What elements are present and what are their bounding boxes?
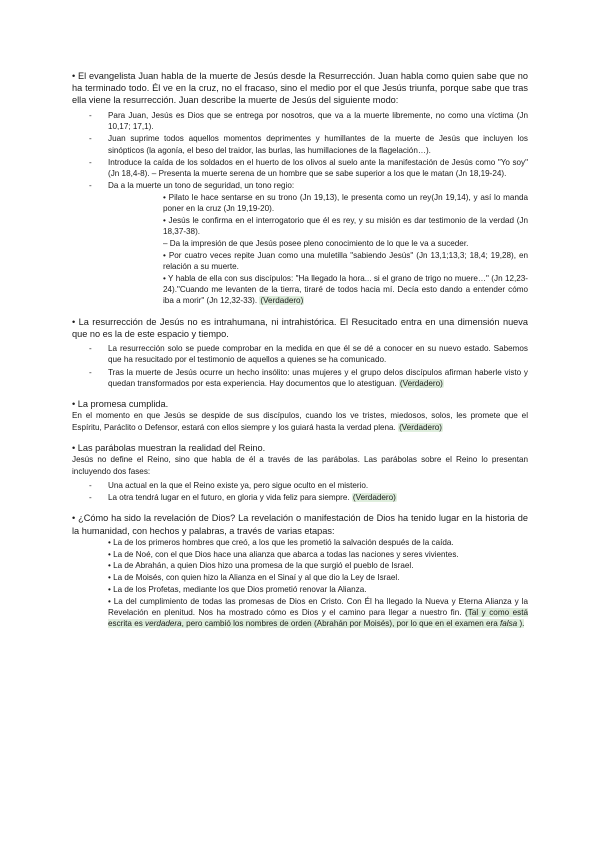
dash-list [72, 110, 528, 307]
list-item: - Una actual en la que el Reino existe ya, pero sigue oculto en el misterio. [108, 480, 528, 491]
sub-list [108, 192, 528, 307]
list-item [108, 492, 528, 503]
section-parables [72, 442, 528, 503]
dash-list [72, 343, 528, 389]
list-item: - La resurrección solo se puede comprobar en la medida en que él se dé a conocer en su nuevo estado. Sabemos que ha resucitado por el testimonio de aquellos a quienes se ha comunicado. [108, 343, 528, 366]
note-text: , pero cambió los nombres de orden (Abrahán por Moisés), por lo que en el examen era [181, 619, 501, 629]
list-item: - Introduce la caída de los soldados en el huerto de los olivos al suelo ante la manifestación de Jesús como "Yo soy" (Jn 18,4-8). – Presenta la muerte serena de un hombre que se sabe superior a los que le matan (Jn 18,19-24). [108, 157, 528, 180]
list-item-text: Da a la muerte un tono de seguridad, un tono regio: [108, 181, 295, 191]
sub-list-item [108, 596, 528, 630]
answer-tag: (Verdadero) [352, 493, 396, 503]
sub-list-item: • La de los Profetas, mediante los que Dios prometió renovar la Alianza. [108, 585, 367, 595]
list-item: - Para Juan, Jesús es Dios que se entrega por nosotros, que va a la muerte libremente, no como una víctima (Jn 10,17; 17,1). [108, 110, 528, 133]
section-resurrection [72, 316, 528, 390]
section-intro: • La resurrección de Jesús no es intrahumana, ni intrahistórica. El Resucitado entra en una dimensión nueva que no es la de este espacio y tiempo. [72, 316, 528, 339]
section-title: • Las parábolas muestran la realidad del Reino. [72, 443, 266, 454]
section-body: Jesús no define el Reino, sino que habla de él a través de las parábolas. Las parábolas sobre el Reino lo presentan incluyendo dos fases: [72, 455, 528, 476]
sub-list-item-text: • Y habla de ella con sus discípulos: "Ha llegado la hora... si el grano de trigo no muere…" (Jn 12,23-24)."Cuando me levanten de la tierra, tiraré de todos hacia mí. Decía esto dando a entender cómo iba a morir" (Jn 12,32-33). [163, 273, 528, 306]
list-item [108, 367, 528, 390]
sub-list-item [163, 273, 528, 307]
sub-list-item: • La de Noé, con el que Dios hace una alianza que abarca a todas las naciones y seres vivientes. [108, 549, 459, 559]
document-page [72, 70, 528, 639]
note-text: ). [517, 619, 525, 629]
section-intro: • El evangelista Juan habla de la muerte de Jesús desde la Resurrección. Juan habla como quien sabe que no ha terminado todo. Él ve en la cruz, no el fracaso, sino el medio por el que Jesús triunfa, porque sabe que tras ella viene la resurrección. Juan describe la muerte de Jesús del siguiente modo: [72, 71, 528, 106]
note-emphasis: verdadera [145, 619, 182, 629]
sub-list-item: • La de los primeros hombres que creó, a los que les prometió la salvación después de la caída. [108, 537, 454, 547]
answer-tag: (Verdadero) [399, 422, 442, 432]
section-death-of-jesus [72, 70, 528, 307]
sub-list-item: • Por cuatro veces repite Juan como una muletilla "sabiendo Jesús" (Jn 13,1;13,3; 18,4; 19,28), en relación a su muerte. [163, 250, 528, 271]
answer-tag: (Verdadero) [260, 296, 304, 306]
list-item: - Juan suprime todos aquellos momentos deprimentes y humillantes de la muerte de Jesús que incluyen los sinópticos (la agonía, el beso del traidor, las burlas, las humillaciones de la flagelación…). [108, 133, 528, 156]
list-item [108, 180, 528, 306]
sub-list-item: – Da la impresión de que Jesús posee pleno conocimiento de lo que le va a suceder. [163, 238, 469, 248]
answer-tag: (Verdadero) [399, 378, 443, 388]
section-body-text: En el momento en que Jesús se despide de sus discípulos, cuando los ve tristes, miedosos, solos, les promete que el Espíritu, Paráclito o Defensor, estará con ellos siempre y los guiará hasta la verdad plena. [72, 411, 528, 432]
dash-list [72, 480, 528, 504]
section-body [72, 410, 528, 433]
section-revelation [72, 512, 528, 629]
section-intro: • ¿Cómo ha sido la revelación de Dios? La revelación o manifestación de Dios ha tenido lugar en la historia de la humanidad, con hechos y palabras, a través de varias etapas: [72, 513, 528, 536]
list-item-text: La otra tendrá lugar en el futuro, en gloria y vida feliz para siempre. [108, 493, 350, 503]
sub-list-item: • La de Abrahán, a quien Dios hizo una promesa de la que surgió el pueblo de Israel. [108, 561, 414, 571]
list-item-text: Tras la muerte de Jesús ocurre un hecho insólito: unas mujeres y el grupo delos discípulos afirman haberle visto y quedan transformados por esta experiencia. Hay documentos que lo atestiguan. [108, 367, 528, 388]
section-promise [72, 398, 528, 433]
sub-list-item: • Jesús le confirma en el interrogatorio que él es rey, y su misión es dar testimonio de la verdad (Jn 18,37-38). [163, 215, 528, 237]
section-title: • La promesa cumplida. [72, 399, 169, 410]
sub-list [72, 537, 528, 630]
note-text: (Tal y como está escrita es [108, 608, 528, 629]
note-emphasis: falsa [500, 619, 518, 629]
sub-list-item: • La de Moisés, con quien hizo la Alianza en el Sinaí y al que dio la Ley de Israel. [108, 573, 400, 583]
sub-list-item: • Pilato le hace sentarse en su trono (Jn 19,13), le presenta como un rey(Jn 19,14), y así lo manda poner en la cruz (Jn 19,19-20). [163, 192, 528, 213]
sub-list-item-text: • La del cumplimiento de todas las promesas de Dios en Cristo. Con Él ha llegado la Nueva y Eterna Alianza y la Revelación en plenitud. Nos ha mostrado cómo es Dios y el camino para llegar a nuestro fin. [108, 596, 528, 618]
